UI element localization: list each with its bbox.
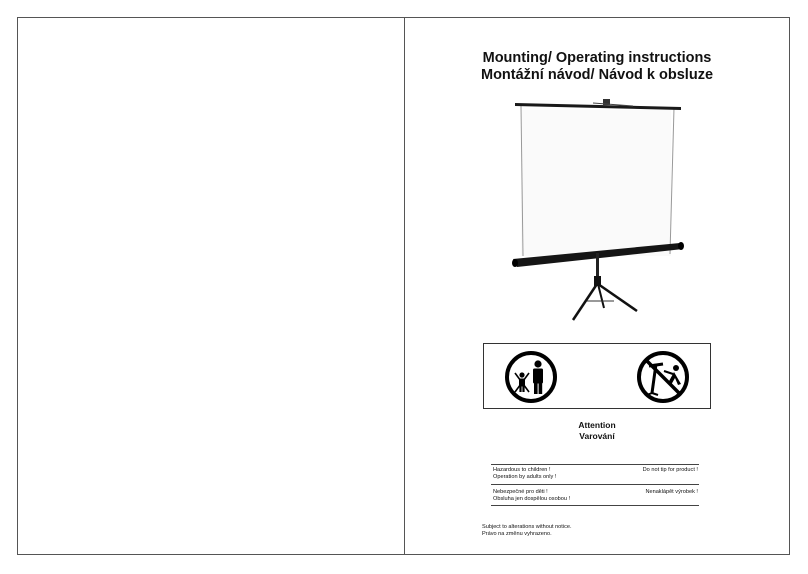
warning-pictogram-box (483, 343, 711, 409)
divider-line (491, 484, 699, 485)
right-page (405, 18, 789, 554)
title-english: Mounting/ Operating instructions (482, 50, 712, 66)
divider-line (491, 464, 699, 465)
warning-tip-english: Do not tip for product ! (642, 467, 698, 473)
warning-children-czech-line1: Nebezpečné pro děti ! (493, 489, 548, 495)
do-not-tip-icon (637, 351, 689, 403)
attention-heading-english: Attention (578, 420, 616, 430)
keep-away-from-children-icon (505, 351, 557, 403)
warning-children-czech-line2: Obsluha jen dospělou osobou ! (493, 496, 571, 502)
alterations-notice-english: Subject to alterations without notice. (482, 524, 572, 530)
divider-line (491, 505, 699, 506)
title-czech: Montážní návod/ Návod k obsluze (480, 67, 714, 83)
warning-children-english-line1: Hazardous to children ! (493, 467, 551, 473)
warning-children-english-line2: Operation by adults only ! (493, 474, 557, 480)
warning-tip-czech: Nenaklápět výrobek ! (645, 489, 698, 495)
tripod-projection-screen-image (509, 96, 685, 324)
left-page-blank (18, 18, 403, 554)
alterations-notice-czech: Právo na změnu vyhrazeno. (482, 531, 552, 537)
attention-heading-czech: Varování (579, 431, 615, 441)
